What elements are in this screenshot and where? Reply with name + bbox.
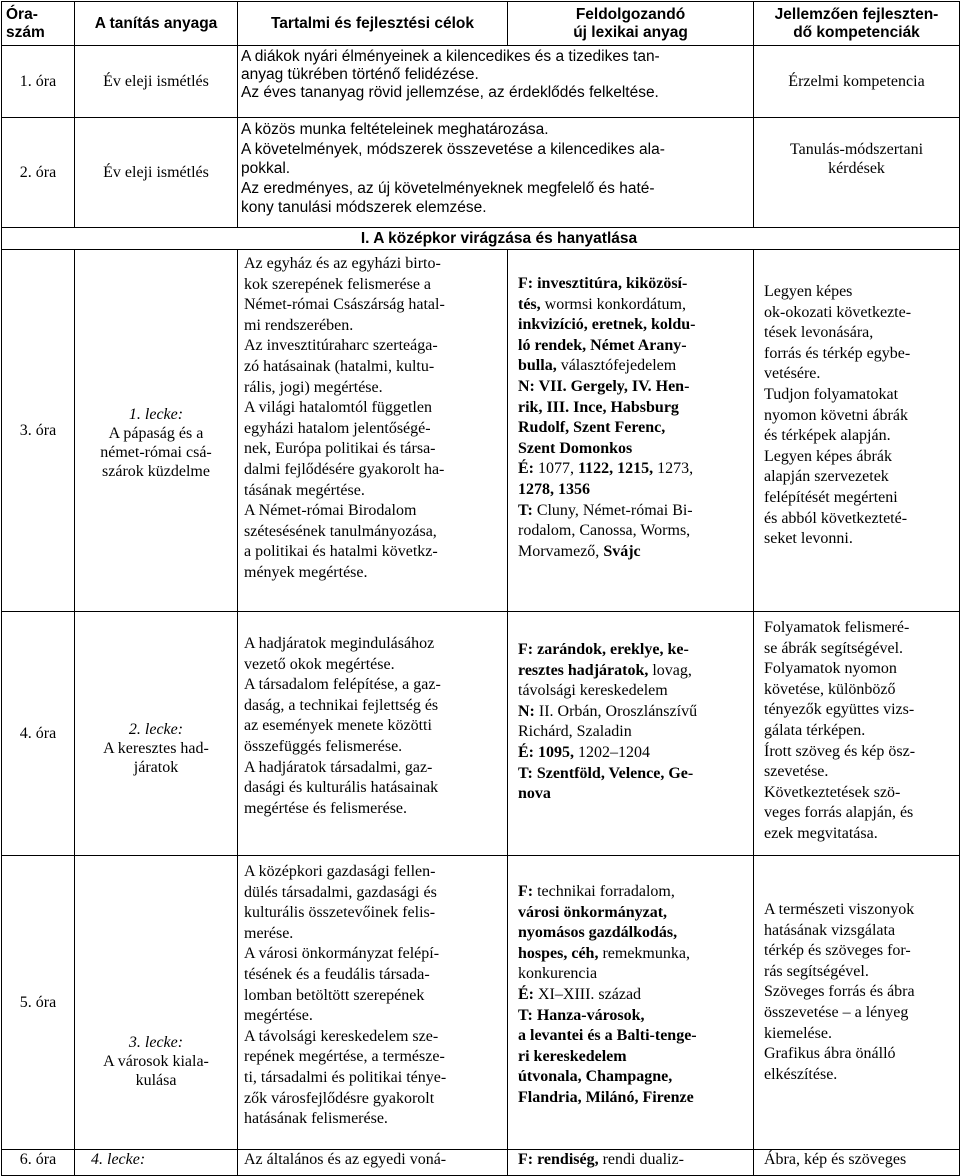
- header-kompetencia: Jellemzően fejleszten- dő kompetenciák: [754, 2, 960, 46]
- lexika-cell: F: zarándok, ereklye, ke- resztes hadjáratok, lovag, távolsági kereskedelem N: II. Orbán, Oroszlánszívű Richárd, Szaladin É: 1095, 1202–1204 T: Szentföld, Velence, Ge- nova: [508, 612, 754, 856]
- anyag-cell: [75, 1150, 238, 1176]
- celok-cell: Az általános és az egyedi voná-: [238, 1150, 508, 1176]
- ora-cell: 5. óra: [2, 856, 75, 1150]
- celok-cell: A középkori gazdasági fellen- dülés társadalmi, gazdasági és kulturális összetevőinek felis- merése. A városi önkormányzat felépí- tésének és a feudális társada- lomban betöltött szerepének megértése. A távolsági kereskedelem sze- repének megértése, a természe- ti, társadalmi és politikai ténye- zők városfejlődésre gyakorolt hatásának felismerése.: [238, 856, 508, 1150]
- anyag-cell: 1. lecke: A pápaság és a német-római csá- szárok küzdelme: [75, 250, 238, 612]
- section-row: [2, 228, 960, 250]
- ora-cell: 4. óra: [2, 612, 75, 856]
- table-row: [2, 1150, 960, 1176]
- table-row: [2, 118, 960, 228]
- lesson-number: 4. lecke:: [91, 1151, 146, 1168]
- ora-cell: 6. óra: [2, 1150, 75, 1176]
- table-row: [2, 856, 960, 1150]
- anyag-cell: 3. lecke: A városok kiala- kulása: [75, 856, 238, 1150]
- curriculum-table: [1, 1, 960, 1176]
- lexika-cell: F: rendiség, rendi dualiz-: [508, 1150, 754, 1176]
- header-anyag: A tanítás anyaga: [75, 2, 238, 46]
- anyag-cell: 2. lecke: A keresztes had- járatok: [75, 612, 238, 856]
- anyag-cell: Év eleji ismétlés: [75, 46, 238, 118]
- header-celok: Tartalmi és fejlesztési célok: [238, 2, 508, 46]
- celok-cell: A közös munka feltételeinek meghatározása. A követelmények, módszerek összevetése a kilencedikes ala- pokkal. Az eredményes, az új követelményeknek megfelelő és haté- kony tanulási módszerek elemzése.: [238, 118, 754, 228]
- lexika-cell: F: invesztitúra, kiközösí- tés, wormsi konkordátum, inkvizíció, eretnek, koldu- ló rendek, Német Arany- bulla, választófejedelem N: VII. Gergely, IV. Hen- rik, III. Ince, Habsburg Rudolf, Szent Ferenc, Szent Domonkos É: 1077, 1122, 1215, 1273, 1278, 1356 T: Cluny, Német-római Bi- rodalom, Canossa, Worms, Morvamező, Svájc: [508, 250, 754, 612]
- celok-cell: A hadjáratok megindulásához vezető okok megértése. A társadalom felépítése, a gaz- daság, a technikai fejlettség és az események menete közötti összefüggés felismerése. A hadjáratok társadalmi, gaz- dasági és kulturális hatásainak megértése és felismerése.: [238, 612, 508, 856]
- ora-cell: 2. óra: [2, 118, 75, 228]
- komp-cell: Érzelmi kompetencia: [754, 46, 960, 118]
- lesson-number: 2. lecke:: [128, 721, 184, 738]
- komp-cell: Legyen képes ok-okozati következte- tések levonására, forrás és térkép egybe- vetésére. Tudjon folyamatokat nyomon követni ábrák és térképek alapján. Legyen képes ábrák alapján szervezetek felépítését megérteni és abból következteté- seket levonni.: [754, 250, 960, 612]
- celok-cell: Az egyház és az egyházi birto- kok szerepének felismerése a Német-római Császárság hatal- mi rendszerében. Az invesztitúraharc szerteága- zó hatásainak (hatalmi, kultu- rális, jogi) megértése. A világi hatalomtól független egyházi hatalom jelentőségé- nek, Európa politikai és társa- dalmi fejlődésére gyakorolt ha- tásának megértése. A Német-római Birodalom szétesésének tanulmányozása, a politikai és hatalmi követkz- mények megértése.: [238, 250, 508, 612]
- lesson-number: 3. lecke:: [128, 1034, 184, 1051]
- header-ora: Óra- szám: [2, 2, 75, 46]
- lexika-cell: F: technikai forradalom, városi önkormányzat, nyomásos gazdálkodás, hospes, céh, remekmunka, konkurencia É: XI–XIII. század T: Hanza-városok, a levantei és a Balti-tenge- ri kereskedelem útvonala, Champagne, Flandria, Milánó, Firenze: [508, 856, 754, 1150]
- header-lexika: Feldolgozandó új lexikai anyag: [508, 2, 754, 46]
- komp-cell: Folyamatok felismeré- se ábrák segítségével. Folyamatok nyomon követése, különböző tényezők együttes vizs- gálata térképen. Írott szöveg és kép ösz- szevetése. Következtetések szö- veges forrás alapján, és ezek megvitatása.: [754, 612, 960, 856]
- komp-cell: A természeti viszonyok hatásának vizsgálata térkép és szöveges for- rás segítségével. Szöveges forrás és ábra összevetése – a lényeg kiemelése. Grafikus ábra önálló elkészítése.: [754, 856, 960, 1150]
- section-title: I. A középkor virágzása és hanyatlása: [2, 228, 960, 250]
- komp-cell: Tanulás-módszertani kérdések: [754, 118, 960, 228]
- header-row: [2, 2, 960, 46]
- table-row: [2, 46, 960, 118]
- ora-cell: 1. óra: [2, 46, 75, 118]
- anyag-cell: Év eleji ismétlés: [75, 118, 238, 228]
- table-row: [2, 250, 960, 612]
- ora-cell: 3. óra: [2, 250, 75, 612]
- table-row: [2, 612, 960, 856]
- komp-cell: Ábra, kép és szöveges: [754, 1150, 960, 1176]
- celok-cell: A diákok nyári élményeinek a kilencedikes és a tizedikes tan- anyag tükrében történő felidézése. Az éves tananyag rövid jellemzése, az érdeklődés felkeltése.: [238, 46, 754, 118]
- lesson-number: 1. lecke:: [128, 405, 184, 423]
